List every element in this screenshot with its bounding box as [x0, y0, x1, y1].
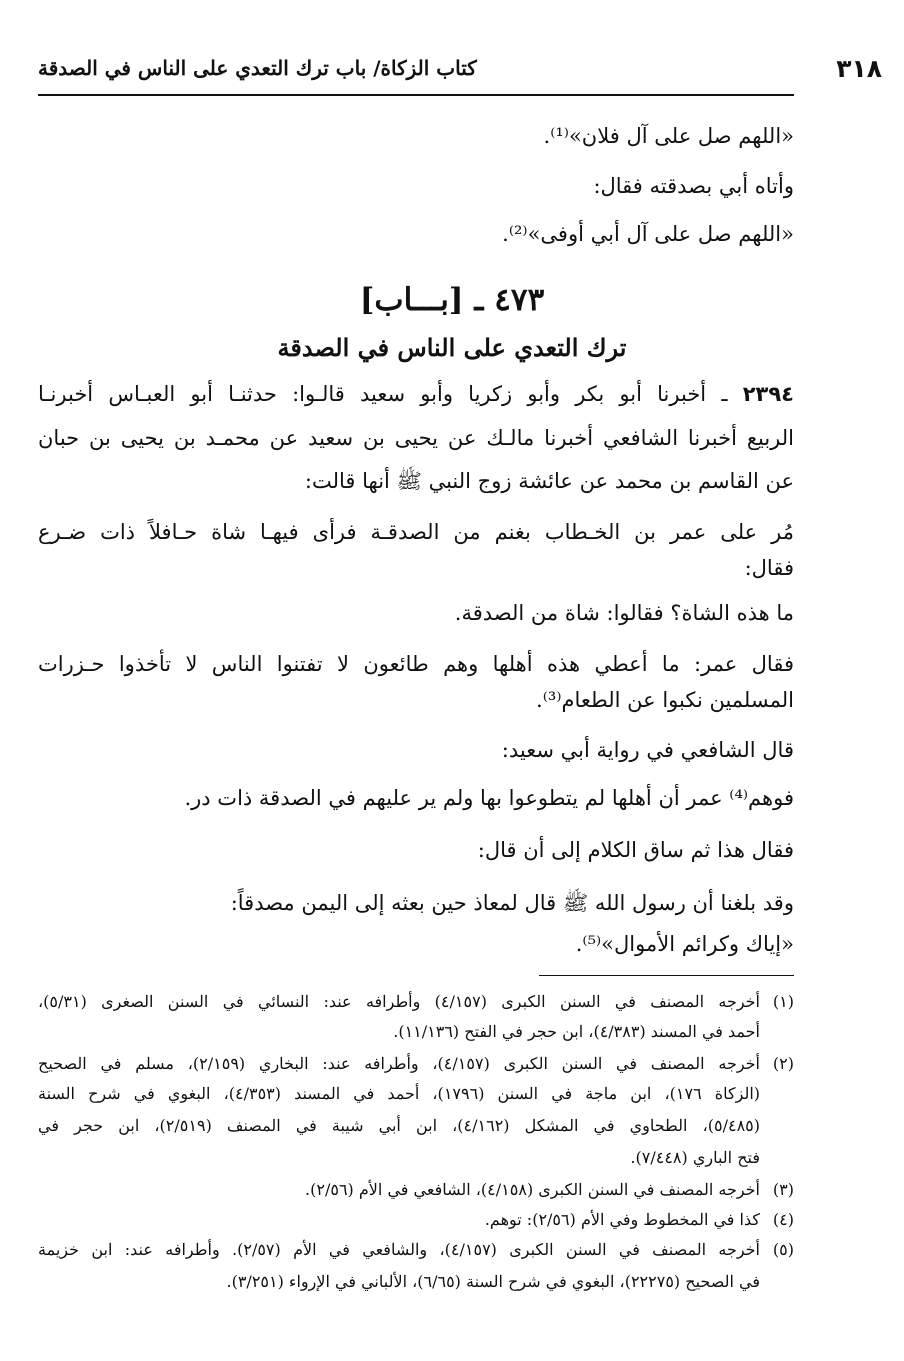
- hadith-line: عن القاسم بن محمد عن عائشة زوج النبي ﷺ أنها قالت:: [304, 469, 794, 493]
- hadith-number: ٢٣٩٤: [742, 382, 794, 406]
- hadith-line: فوهم⁽⁴⁾ عمر أن أهلها لم يتطوعوا بها ولم ير عليهم في الصدقة ذات در.: [184, 786, 794, 810]
- footnote-text: (٥/٤٨٥)، الطحاوي في المشكل (٤/١٦٢)، ابن أبي شيبة في المصنف (٢/٥١٩)، ابن حجر في: [38, 1116, 761, 1135]
- footnote-text: أخرجه المصنف في السنن الكبرى (٤/١٥٧) وأطرافه عند: النسائي في السنن الصغرى (٥/٣١)،: [38, 992, 760, 1011]
- page-header: [38, 50, 882, 96]
- footnote-number: (٣): [772, 1180, 794, 1199]
- footnote-text: (الزكاة ١٧٦)، ابن ماجة في السنن (١٧٩٦)، أحمد في المسند (٤/٣٥٣)، البغوي في شرح السنة: [38, 1084, 761, 1103]
- hadith-line: فقال عمر: ما أعطي هذه أهلها وهم طائعون لا تفتنوا الناس لا تأخذوا حـزرات: [38, 652, 794, 676]
- footnote-number: (٢): [772, 1054, 794, 1073]
- footnote-separator: [539, 975, 794, 976]
- footnote-text: في الصحيح (٢٢٢٧٥)، البغوي في شرح السنة (٦/٦٥)، الألباني في الإرواء (٣/٢٥١).: [226, 1272, 760, 1291]
- hadith-line: فقال هذا ثم ساق الكلام إلى أن قال:: [477, 838, 794, 862]
- running-title: كتاب الزكاة/ باب ترك التعدي على الناس في الصدقة: [38, 56, 477, 80]
- footnote-number: (٥): [772, 1240, 794, 1259]
- hadith-line: المسلمين نكبوا عن الطعام⁽³⁾.: [536, 688, 794, 712]
- hadith-line: فقال:: [744, 556, 794, 580]
- footnote-text: أخرجه المصنف في السنن الكبرى (٤/١٥٨)، الشافعي في الأم (٢/٥٦).: [305, 1180, 760, 1199]
- page-number: ٣١٨: [836, 54, 882, 83]
- text-line: «اللهم صل على آل فلان»⁽¹⁾.: [543, 124, 794, 148]
- chapter-number: ٤٧٣ ـ [بـــاب]: [359, 282, 545, 318]
- footnote-text: كذا في المخطوط وفي الأم (٢/٥٦): توهم.: [484, 1210, 760, 1229]
- hadith-text: ـ أخبرنا أبو بكر وأبو زكريا وأبو سعيد قالـوا: حدثنـا أبو العبـاس أخبرنـا: [38, 382, 728, 406]
- hadith-line: قال الشافعي في رواية أبي سعيد:: [501, 738, 794, 762]
- footnote-text: أحمد في المسند (٤/٣٨٣)، ابن حجر في الفتح (١١/١٣٦).: [393, 1022, 760, 1041]
- text-line: وأتاه أبي بصدقته فقال:: [593, 174, 794, 198]
- hadith-line: «إياك وكرائم الأموال»⁽⁵⁾.: [575, 932, 794, 956]
- text-line: «اللهم صل على آل أبي أوفى»⁽²⁾.: [502, 222, 794, 246]
- footnote-number: (١): [772, 992, 794, 1011]
- footnote-text: أخرجه المصنف في السنن الكبرى (٤/١٥٧)، والشافعي في الأم (٢/٥٧). وأطرافه عند: ابن خزيمة: [38, 1240, 760, 1259]
- hadith-line: مُر على عمر بن الخـطاب بغنم من الصدقـة فرأى فيهـا شاة حـافلاً ذات ضـرع: [38, 520, 794, 544]
- footnote-text: فتح الباري (٧/٤٤٨).: [630, 1148, 760, 1167]
- footnote-text: أخرجه المصنف في السنن الكبرى (٤/١٥٧)، وأطرافه عند: البخاري (٢/١٥٩)، مسلم في الصحيح: [38, 1054, 761, 1073]
- hadith-line: ما هذه الشاة؟ فقالوا: شاة من الصدقة.: [454, 601, 794, 625]
- hadith-line: وقد بلغنا أن رسول الله ﷺ قال لمعاذ حين بعثه إلى اليمن مصدقاً:: [230, 891, 794, 915]
- chapter-title: ترك التعدي على الناس في الصدقة: [277, 333, 627, 362]
- footnote-number: (٤): [772, 1210, 794, 1229]
- hadith-line: الربيع أخبرنا الشافعي أخبرنا مالـك عن يحيى بن سعيد عن محمـد بن يحيى بن حبان: [38, 426, 794, 450]
- hadith-line: [38, 382, 794, 406]
